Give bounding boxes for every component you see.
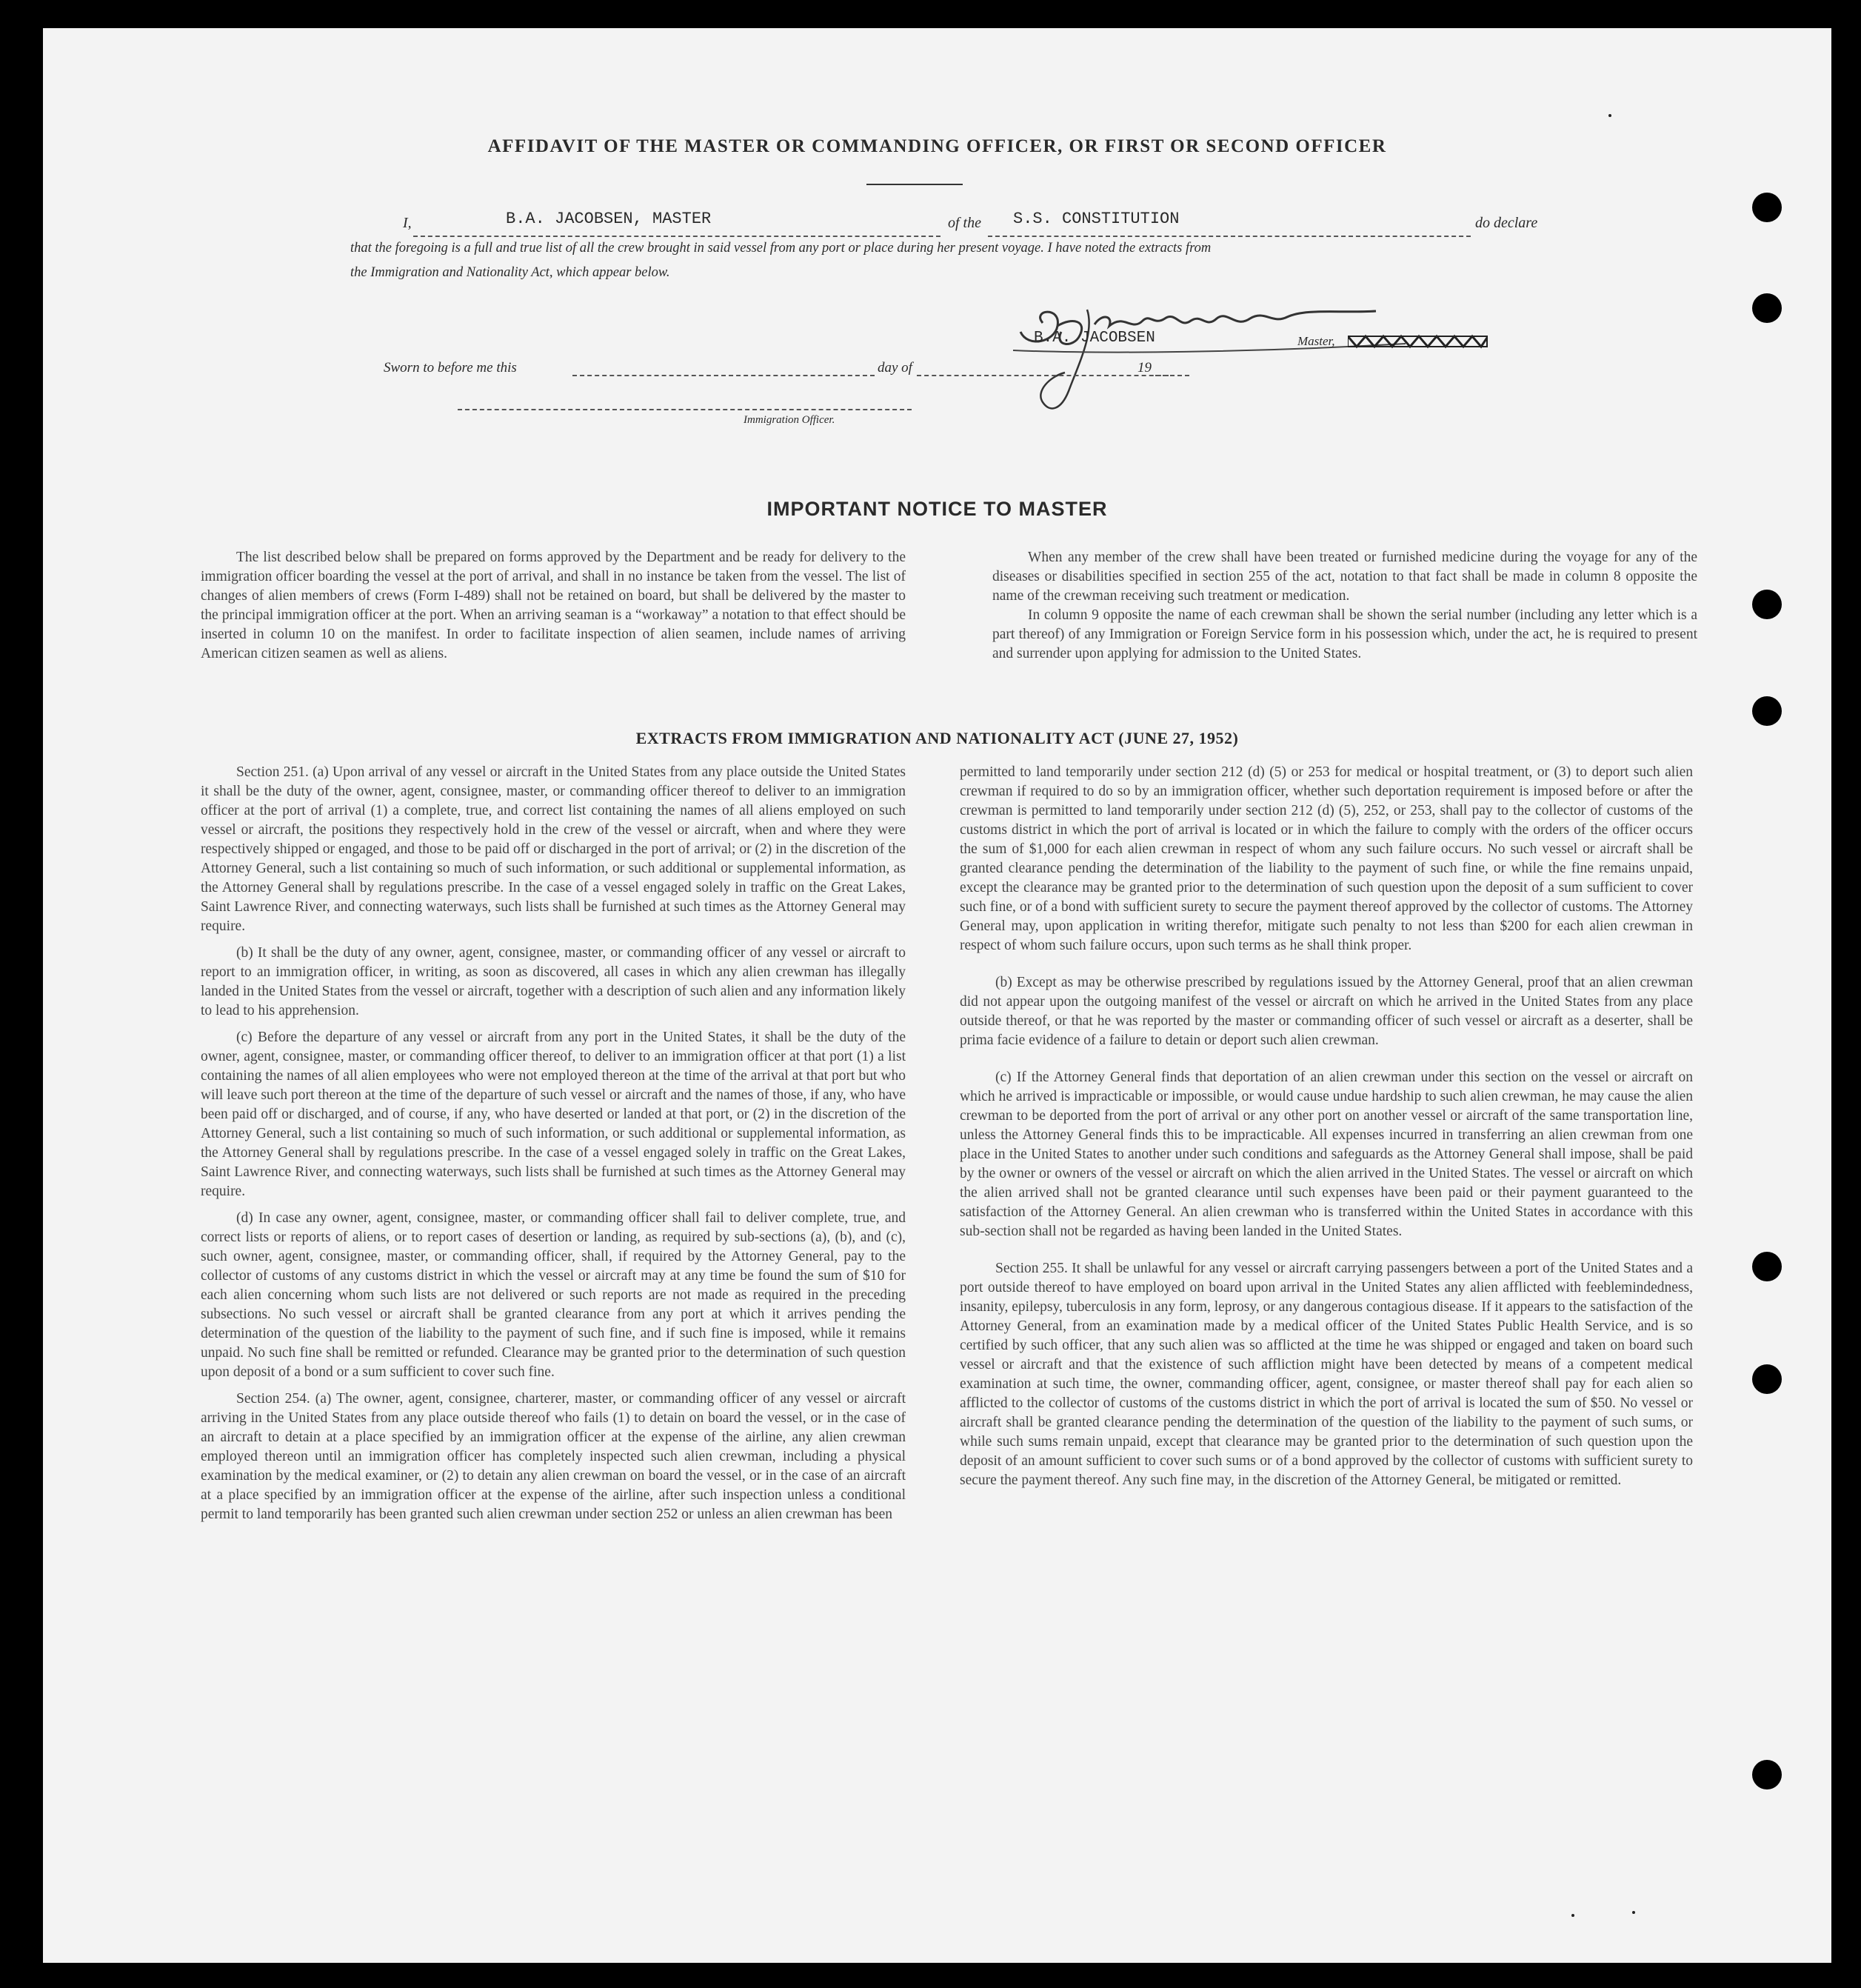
extracts-title: EXTRACTS FROM IMMIGRATION AND NATIONALITY ACT (JUNE 27, 1952) [635,729,1239,747]
sworn-month-line [917,375,1169,376]
struck-out-title [1348,333,1489,350]
immigration-officer-label: Immigration Officer. [744,414,835,426]
sworn-year-line [1155,375,1189,376]
document-page [43,28,1831,1963]
year-label: 19 [1137,360,1152,376]
binder-hole-7 [1752,1760,1782,1789]
affidavit-title: AFFIDAVIT OF THE MASTER OR COMMANDING OFFICER, OR FIRST OR SECOND OFFICER [487,136,1387,156]
sworn-label: Sworn to before me this [384,360,517,376]
notice-right-p2: In column 9 opposite the name of each crewman shall be shown the serial number (including any letter which is a part thereof) of any Immigration or Foreign Service form in his possession which, under the act, he is required to present and surrender upon applying for admission to the United States. [992,607,1697,661]
scan-speck [1608,114,1611,117]
typed-signature: B.A. JACOBSEN [1034,330,1155,347]
vessel-name: S.S. CONSTITUTION [1013,210,1180,228]
extracts-left-column [201,763,906,1532]
section-251-b: (b) It shall be the duty of any owner, agent, consignee, master, or commanding officer of any vessel or aircraft to report to an immigration officer, in writing, as soon as discovered, all cases in which any alien crewman has illegally landed in the United States from the vessel or aircraft, together with a description of such alien and any information likely to lead to his apprehension. [201,945,906,1018]
section-254-a-continued: permitted to land temporarily under section 212 (d) (5) or 253 for medical or hospital treatment, or (3) to deport such alien crewman if required to do so by an immigration officer, whether such deportation requirement is imposed before or after the crewman is permitted to land temporarily under section 212 (d) (5), 252, or 253, shall pay to the collector of customs of the customs district in which the port of arrival is located or in which the failure to comply with the orders of the officer occurs the sum of $1,000 for each alien crewman in respect of whom any such failure occurs. No such vessel or aircraft shall be granted clearance pending the determination of the liability to the payment of such fine, or while the fine remains unpaid, except the clearance may be granted prior to the determination of such question upon the deposit of a sum sufficient to cover such fine, or of a bond with sufficient surety to secure the payment thereof approved by the collector of customs. The Attorney General may, upon application in writing therefor, mitigate such penalty to not less than $200 for each alien crewman in respect of whom such failure occurs, upon such terms as he shall think proper. [960,764,1693,953]
scan-speck [1632,1911,1635,1914]
declaration-line-2: the Immigration and Nationality Act, which appear below. [350,265,670,280]
i-label: I, [403,215,412,231]
section-254-a: Section 254. (a) The owner, agent, consignee, charterer, master, or commanding officer of any vessel or aircraft arriving in the United States from any place outside thereof who fails (1) to detain on board the vessel, or in the case of an aircraft to detain at a place specified by an immigration officer at the expense of the airline, any alien crewman employed thereon until an immigration officer has completely inspected such alien crewman, including a physical examination by the medical examiner, or (2) to detain any alien crewman on board the vessel, or in the case of an aircraft at a place specified by an immigration officer at the expense of the airline, after such inspection unless a conditional permit to land temporarily has been granted such alien crewman under section 252 or unless an alien crewman has been [201,1391,906,1522]
section-254-b: (b) Except as may be otherwise prescribed by regulations issued by the Attorney General, proof that an alien crewman did not appear upon the outgoing manifest of the vessel or aircraft on which he arrived in the United States from any place outside thereof, or that he was reported by the master or commanding officer of such vessel or aircraft as a deserter, shall be prima facie evidence of a failure to detain or deport such alien crewman. [960,975,1693,1048]
notice-title: IMPORTANT NOTICE TO MASTER [766,498,1108,520]
binder-hole-1 [1752,193,1782,222]
section-251-c: (c) Before the departure of any vessel or aircraft from any port in the United States, it shall be the duty of the owner, agent, consignee, master, or commanding officer thereof, to deliver to an immigration officer at that port (1) a list containing the names of all alien employees who were not employed thereon at the time of the arrival at that port but who will leave such port thereon at the time of the departure of such vessel or aircraft and the names of those, if any, who have been paid off or discharged, and of course, if any, who have deserted or landed at that port, or (2) in the discretion of the Attorney General, such a list containing so much of such information, or such additional or supplemental information, as the Attorney General shall by regulations prescribe. In the case of a vessel engaged solely in traffic on the Great Lakes, Saint Lawrence River, and connecting waterways, such lists shall be furnished at such times as the Attorney General may require. [201,1030,906,1199]
declaration-line-1: that the foregoing is a full and true list of all the crew brought in said vessel from any port or place during her present voyage. I have noted the extracts from [350,241,1212,256]
binder-hole-4 [1752,696,1782,726]
title-rule [866,184,963,185]
section-255: Section 255. It shall be unlawful for any vessel or aircraft carrying passengers between a port of the United States and a port outside thereof to have employed on board upon arrival in the United States any alien afflicted with feeblemindedness, insanity, epilepsy, tuberculosis in any form, leprosy, or any dangerous contagious disease. If it appears to the satisfaction of the Attorney General, from an examination made by a medical officer of the United States Public Health Service, and is so certified by such officer, that any such alien was so afflicted at the time he was shipped or engaged and taken on board such vessel or aircraft and that the existence of such affliction might have been detected by means of a competent medical examination at such time, the owner, commanding officer, agent, consignee, or master thereof shall pay for each alien so afflicted to the collector of customs of the customs district in which the port of arrival is located the sum of $50. No vessel or aircraft shall be granted clearance pending the determination of the question of the liability to the payment of such sums, or while such sums remain unpaid, except that clearance may be granted prior to the determination of such question upon the deposit of an amount sufficient to cover such sums or of a bond approved by the collector of customs with sufficient surety to secure the payment thereof. Any such fine may, in the discretion of the Attorney General, be mitigated or remitted. [960,1261,1693,1488]
day-of-label: day of [878,360,912,376]
section-251-d: (d) In case any owner, agent, consignee, master, or commanding officer shall fail to deliver complete, true, and correct lists or reports of aliens, or to report cases of desertion or landing, as required by sub-sections (a), (b), and (c), such owner, agent, consignee, master, or commanding officer, shall, if required by the Attorney General, pay to the collector of customs of any customs district in which the vessel or aircraft may at any time be found the sum of $10 for each alien concerning whom such lists are not delivered or such reports are not made as required in the preceding subsections. No such vessel or aircraft shall be granted clearance from any port at which it arrives pending the determination of the question of the liability to the payment of such fine, and if such fine is imposed, while it remains unpaid. No such fine shall be remitted or refunded. Clearance may be granted prior to the determination of such question upon deposit of a bond or a sum sufficient to cover such fine. [201,1210,906,1380]
binder-hole-5 [1752,1252,1782,1281]
notice-right-p1: When any member of the crew shall have been treated or furnished medicine during the voyage for any of the diseases or disabilities specified in section 255 of the act, notation to that fact shall be made in column 8 opposite the name of the crewman receiving such treatment or medication. [992,550,1697,604]
master-label: Master, [1297,334,1335,348]
notice-right [992,548,1697,671]
section-251-a: Section 251. (a) Upon arrival of any vessel or aircraft in the United States from any place outside the United States it shall be the duty of the owner, agent, consignee, master, or commanding officer thereof to deliver to an immigration officer at the port of arrival (1) a complete, true, and correct list containing the names of all aliens employed on such vessel or aircraft, the positions they respectively hold in the crew of the vessel or aircraft, when and where they were respectively shipped or engaged, and those to be paid off or discharged in the port of arrival; or (2) in the discretion of the Attorney General, such a list containing so much of such information, or such additional or supplemental information, as the Attorney General shall by regulations prescribe. In the case of a vessel engaged solely in traffic on the Great Lakes, Saint Lawrence River, and connecting waterways, such lists shall be furnished at such times as the Attorney General may require. [201,764,906,934]
binder-hole-3 [1752,590,1782,619]
vessel-name-line [988,236,1471,237]
notice-left [201,548,906,671]
of-the-label: of the [948,215,981,231]
do-declare-label: do declare [1475,215,1538,231]
scan-speck [1571,1914,1574,1917]
section-254-c: (c) If the Attorney General finds that deportation of an alien crewman under this section on the vessel or aircraft on which he arrived is impracticable or impossible, or would cause undue hardship to such alien crewman, he may cause the alien crewman to be deported from the port of arrival or any other port on another vessel or aircraft of the same transportation line, unless the Attorney General finds this to be impracticable. All expenses incurred in transferring an alien crewman from one place in the United States to another under such conditions and safeguards as the Attorney General shall impose, shall be paid by the owner or owners of the vessel or aircraft on which the alien arrived in the United States. The vessel or aircraft on which the alien arrived shall not be granted clearance until such expenses have been paid or their payment guaranteed to the satisfaction of the Attorney General. An alien crewman who is transferred within the United States in accordance with this sub-section shall not be regarded as having been landed in the United States. [960,1070,1693,1239]
extracts-right-column [960,763,1693,1508]
notice-left-text: The list described below shall be prepared on forms approved by the Department and be ready for delivery to the immigration officer boarding the vessel at the port of arrival, and shall in no instance be taken from the vessel. The list of changes of alien members of crews (Form I-489) shall not be retained on board, but shall be delivered by the master to the principal immigration officer at the port. When an arriving seaman is a “workaway” a notation to that effect should be inserted in column 10 on the manifest. In order to facilitate inspection of alien seamen, include names of arriving American citizen seamen as well as aliens. [201,550,906,661]
master-name-line [413,236,940,237]
binder-hole-2 [1752,293,1782,323]
master-name: B.A. JACOBSEN, MASTER [506,210,712,228]
binder-hole-6 [1752,1364,1782,1394]
sworn-day-line [572,375,875,376]
immigration-officer-line [458,409,912,410]
handwritten-signature [991,280,1435,428]
